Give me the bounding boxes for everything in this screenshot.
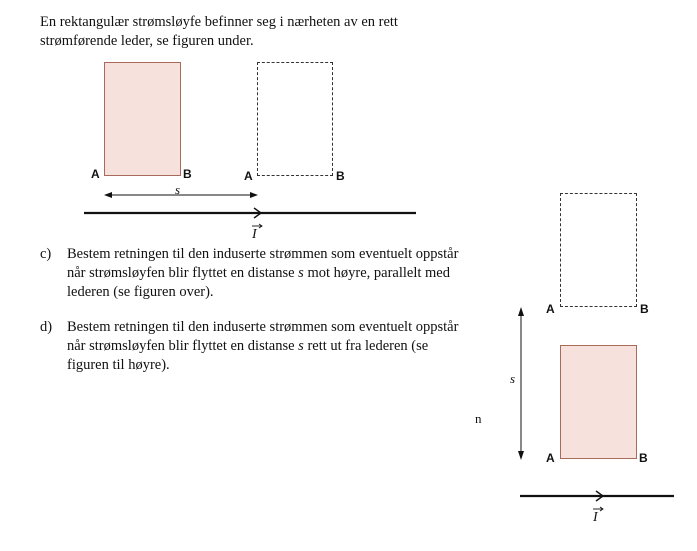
figure2-solid-label-b: B	[639, 451, 648, 465]
question-c-line-2	[67, 264, 450, 283]
intro-line-1: En rektangulær strømsløyfe befinner seg i nærheten av en rett	[40, 14, 398, 30]
intro-paragraph	[40, 13, 398, 51]
figure1-distance-arrow	[104, 192, 258, 198]
question-c-line-1: Bestem retningen til den induserte strømmen som eventuelt oppstår	[67, 246, 459, 262]
figure2-dashed-label-a: A	[546, 302, 555, 316]
figure2-dashed-loop	[560, 193, 637, 307]
figure1-solid-label-b: B	[183, 167, 192, 181]
figure2-conductor	[520, 491, 674, 501]
figure1-dashed-loop	[257, 62, 333, 176]
question-c-line-2-pre: når strømsløyfen blir flyttet en distanse	[67, 265, 299, 281]
figure1-solid-loop	[104, 62, 181, 176]
intro-line-2: strømførende leder, se figuren under.	[40, 33, 254, 49]
question-c-variable-s: s	[298, 265, 304, 281]
question-d-letter: d)	[40, 319, 53, 335]
figure1-current-label: I	[252, 227, 257, 242]
figure1-dashed-label-a: A	[244, 169, 253, 183]
question-d-line-2	[67, 337, 428, 356]
figure2-dashed-label-b: B	[640, 302, 649, 316]
figure2-distance-arrow	[518, 307, 524, 460]
question-d-line-2-post: rett ut fra lederen (se	[303, 338, 429, 354]
figure2-solid-label-a: A	[546, 451, 555, 465]
figure2-distance-label: s	[510, 371, 516, 386]
figure2-current-label: I	[593, 510, 598, 525]
figure1-distance-label: s	[175, 182, 181, 197]
question-d-line-3: figuren til høyre).	[67, 357, 170, 373]
question-c-letter: c)	[40, 246, 52, 262]
question-c-line-3: lederen (se figuren over).	[67, 284, 214, 300]
stray-text-n: n	[475, 411, 482, 426]
figure1-solid-label-a: A	[91, 167, 100, 181]
figure1-dashed-label-b: B	[336, 169, 345, 183]
question-d-line-1: Bestem retningen til den induserte strømmen som eventuelt oppstår	[67, 319, 459, 335]
figure1-conductor	[84, 208, 416, 218]
question-d-variable-s: s	[298, 338, 304, 354]
question-d-line-2-pre: når strømsløyfen blir flyttet en distanse	[67, 338, 299, 354]
question-c-line-2-post: mot høyre, parallelt med	[303, 265, 450, 281]
figure2-solid-loop	[560, 345, 637, 459]
